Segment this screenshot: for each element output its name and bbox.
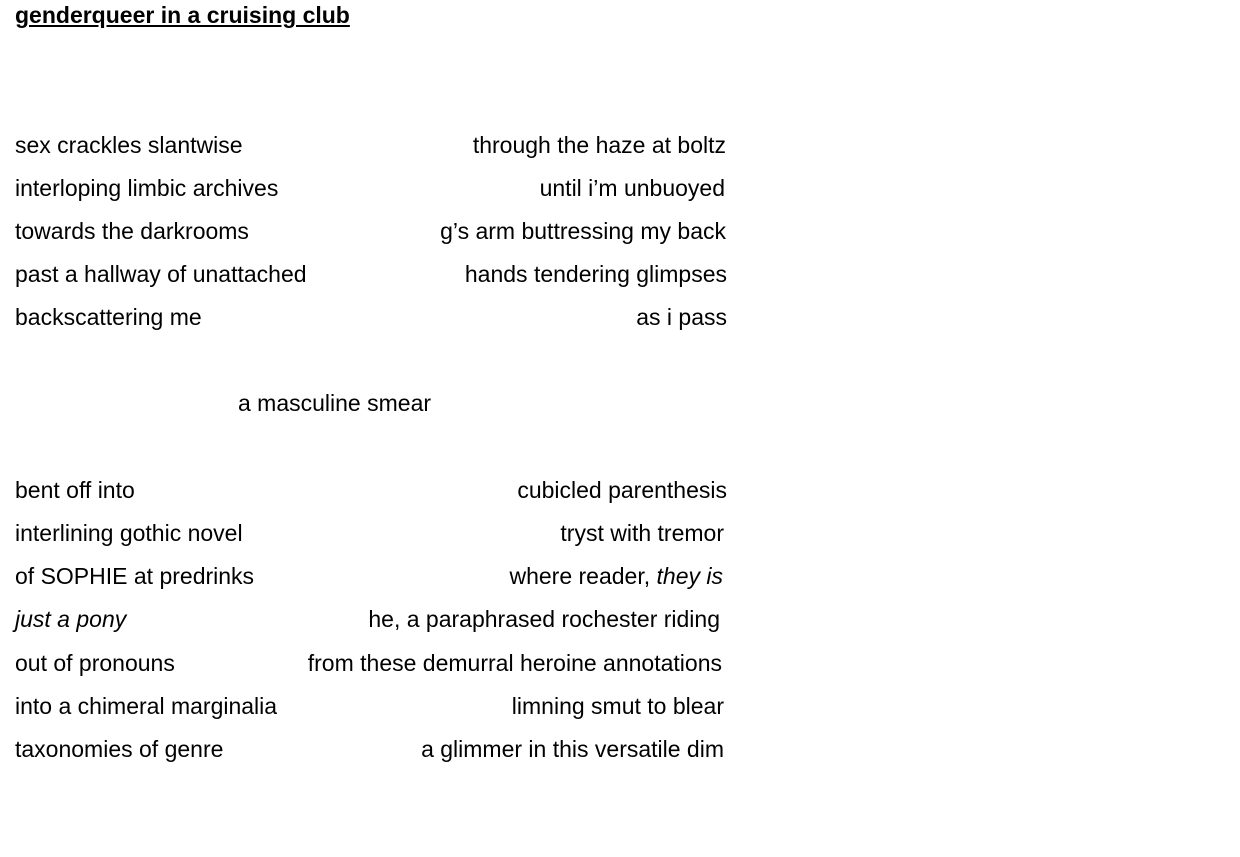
stanza2-line6-right: limning smut to blear <box>511 693 724 719</box>
stanza1-line1-right: through the haze at boltz <box>472 132 726 158</box>
stanza2-line4-right: he, a paraphrased rochester riding <box>368 606 720 632</box>
stanza2-line3-right-plain: where reader, <box>509 563 657 589</box>
stanza1-line1-left: sex crackles slantwise <box>15 132 243 158</box>
middle-line: a masculine smear <box>238 390 432 416</box>
stanza2-line2-right: tryst with tremor <box>560 520 724 546</box>
stanza2-line3-right <box>509 561 723 591</box>
stanza2-line2-left: interlining gothic novel <box>15 520 243 546</box>
stanza1-line3-right: g’s arm buttressing my back <box>440 218 726 244</box>
stanza2-line3-left: of SOPHIE at predrinks <box>15 563 255 589</box>
stanza1-line5-left: backscattering me <box>15 304 202 330</box>
stanza2-line6-left: into a chimeral marginalia <box>15 693 278 719</box>
stanza2-line5-left: out of pronouns <box>15 650 175 676</box>
stanza2-line7-right: a glimmer in this versatile dim <box>421 736 724 762</box>
stanza2-line5-right: from these demurral heroine annotations <box>307 650 722 676</box>
stanza1-line4-left: past a hallway of unattached <box>15 261 307 287</box>
poem-title: genderqueer in a cruising club <box>15 2 350 28</box>
stanza1-line3-left: towards the darkrooms <box>15 218 249 244</box>
stanza1-line2-left: interloping limbic archives <box>15 175 279 201</box>
stanza2-line3-right-italic: they is <box>656 563 723 589</box>
stanza1-line2-right: until i’m unbuoyed <box>539 175 725 201</box>
stanza2-line1-left: bent off into <box>15 477 135 503</box>
stanza2-line4-left: just a pony <box>15 606 127 632</box>
stanza1-line4-right: hands tendering glimpses <box>464 261 727 287</box>
stanza2-line1-right: cubicled parenthesis <box>517 477 727 503</box>
stanza2-line7-left: taxonomies of genre <box>15 736 224 762</box>
stanza1-line5-right: as i pass <box>636 304 727 330</box>
